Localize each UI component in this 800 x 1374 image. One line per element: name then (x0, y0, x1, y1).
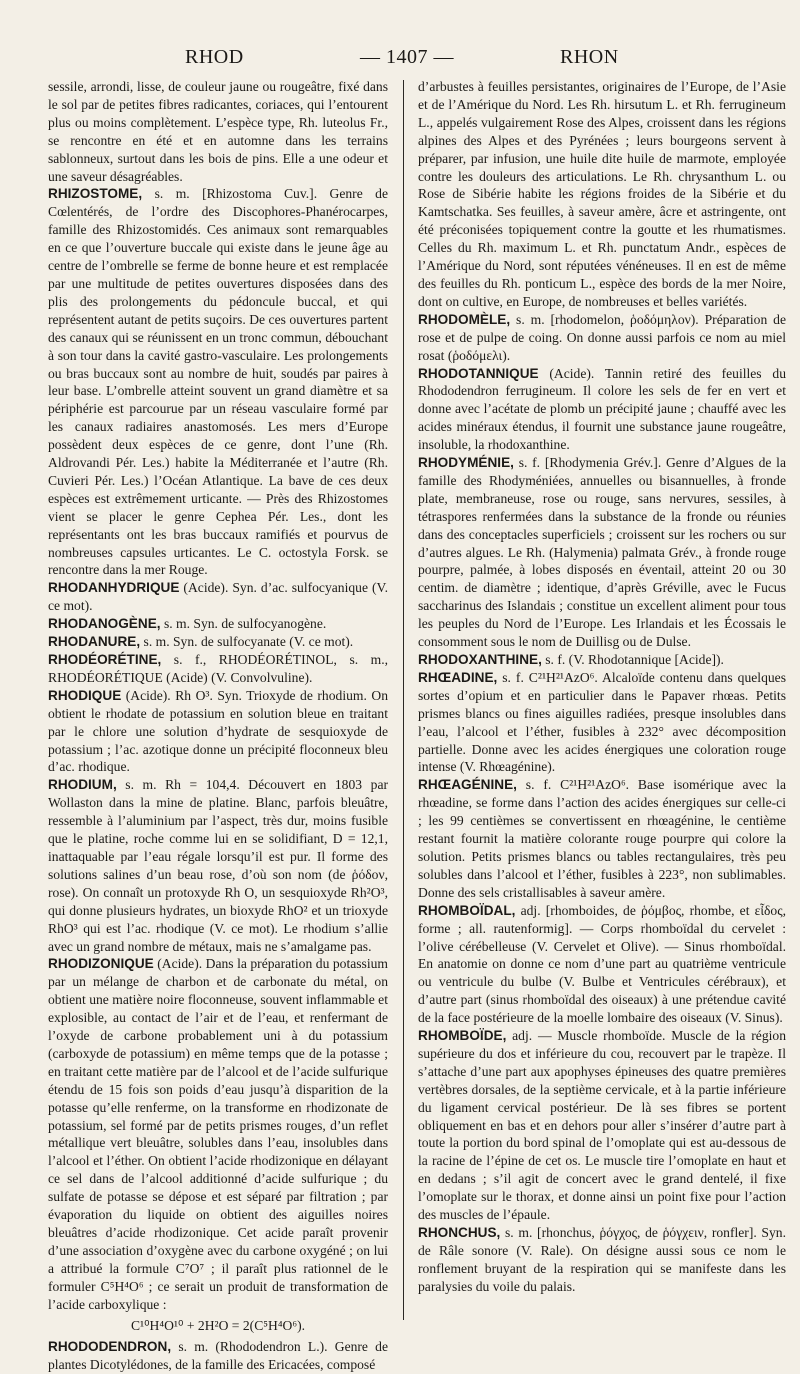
entry-headword: RHŒADINE, (418, 669, 498, 685)
page-number: — 1407 — (360, 46, 454, 68)
left-column (48, 78, 388, 1374)
entry-text: s. m. [rhodomelon, ῥοδόμηλον). Préparation de rose et de pulpe de coing. On donne aussi parfois ce nom au miel rosat (ῥοδόμελι). (418, 311, 786, 363)
dictionary-entry (48, 955, 388, 1313)
entry-text: s. m. Syn. de sulfocyanogène. (160, 616, 327, 632)
entry-text: s. m. Syn. de sulfocyanate (V. ce mot). (140, 634, 354, 650)
entry-headword: RHODANOGÈNE, (48, 616, 161, 632)
entry-text: s. m. [Rhizostoma Cuv.]. Genre de Cœlentérés, de l’ordre des Discophores-Phanérocarpes, famille des Rhizostomidés. Ces animaux sont remarquables en ce que l’ouverture buccale qui existe dans le jeune âge au centre de l’ombrelle se ferme de bonne heure et est remplacée par une multitude de petites ouvertures disposées dans des plis des prolongements du pédoncule buccal, et qui représentent autant de petits suçoirs. De ces ouvertures partent des canaux qui se réunissent en un tronc commun, débouchant à son tour dans la cavité gastro-vasculaire. Les prolongements ou bras buccaux sont au nombre de huit, soudés par paires à leur base. L’ombrelle atteint souvent un grand diamètre et sa périphérie est parcourue par un réseau vasculaire formé par les canaux radiaires anastomosés. Les mers d’Europe possèdent deux espèces de ce genre, dont l’une (Rh. Aldrovandi Pér. Les.) habite la Méditerranée et l’autre (Rh. Cuvieri Pér. Les.) l’Océan Atlantique. La bave de ces deux espèces est extrêmement urticante. — Près des Rhizostomes vient se placer le genre Cephea Pér. Les., dont les représentants ont les bras buccaux ramifiés et pourvus de nombreuses capsules urticantes. Le C. octostyla Forsk. se rencontre dans la mer Rouge. (48, 186, 388, 578)
dictionary-entry (48, 185, 388, 579)
entry-headword: RHODIZONIQUE (48, 956, 154, 972)
entry-text: (Acide). Syn. d’ac. sulfocyanique (V. ce mot). (48, 580, 388, 614)
dictionary-entry (418, 651, 786, 669)
entry-headword: RHODODENDRON, (48, 1339, 172, 1355)
dictionary-entry (418, 669, 786, 776)
dictionary-entry (48, 651, 388, 687)
entry-headword: RHODOMÈLE, (418, 311, 511, 327)
entry-headword: RHONCHUS, (418, 1225, 501, 1240)
entry-text: s. m. (Rhododendron L.). Genre de plantes Dicotylédones, de la famille des Ericacées, composé (48, 1339, 388, 1373)
entry-headword: RHODYMÉNIE, (418, 455, 514, 471)
dictionary-entry (48, 615, 388, 633)
column-divider (403, 80, 404, 1320)
entry-text: adj. [rhomboides, de ῥόμβος, rhombe, et εἶδος, forme ; all. rautenformig]. — Corps rhomboïdal du cervelet : l’olive cérébelleuse (V. Cervelet et Olive). — Sinus rhomboïdal. En anatomie on donne ce nom d’une part au quatrième ventricule ou ventricule du bulbe (V. Bulbe et Ventricules cérébraux), et d’autre part (sinus rhomboïdal des oiseaux) à une prétendue cavité de la face postérieure de la moelle lombaire des oiseaux (V. Sinus). (418, 902, 786, 1026)
entry-text: (Acide). Tannin retiré des feuilles du Rhododendron ferrugineum. Il colore les sels de fer en vert et donne avec l’acétate de plomb un précipité jaune ; chauffé avec les acides minéraux étendus, il fournit une substance jaune rougeâtre, insoluble, la rhodoxanthine. (418, 365, 786, 453)
dictionary-entry (418, 365, 786, 455)
dictionary-entry (418, 902, 786, 1027)
entry-text: s. f. [Rhodymenia Grév.]. Genre d’Algues de la famille des Rhodyméniées, annuelles ou bisannuelles, à fronde plate, membraneuse, rose ou rouge, sans nervures, sessiles, à tétraspores renfermées dans la substance de la fronde ou réunies dans des conceptacles superficiels ; croissent sur les rochers ou sur d’autres algues. Le Rh. (Halymenia) palmata Grév., à fronde rouge pourpre, palmée, à lobes disposés en éventail, atteint 20 ou 30 centim. de diamètre ; identique, d’après Gréville, avec le Fucus saccharinus des Islandais ; constitue un excellent aliment pour tous les peuples du Nord de l’Europe. Les Irlandais et les Écossais le consomment sous le nom de Duillisg ou de Dulse. (418, 455, 786, 650)
running-head-right: RHON (560, 46, 619, 68)
entry-headword: RHODOTANNIQUE (418, 365, 539, 381)
dictionary-entry (418, 776, 786, 901)
dictionary-entry (48, 579, 388, 615)
entry-text: d’arbustes à feuilles persistantes, originaires de l’Europe, de l’Asie et de l’Amérique du Nord. Les Rh. hirsutum L. et Rh. ferrugineum L., appelés vulgairement Rose des Alpes, croissent dans les régions alpines des Alpes et des Pyrénées ; leurs bourgeons servent à préparer, par infusion, une huile dite huile de marmote, employée contre les douleurs des articulations. Le Rh. chrysanthum L. ou Rose de Sibérie habite les régions froides de la Sibérie et du Kamtschatka. Ses feuilles, à saveur amère, âcre et astringente, ont été préconisées topiquement contre la goutte et les rhumatismes. Celles du Rh. maximum L. et Rh. punctatum Andr., espèces de l’Amérique du Nord, sont réputées vénéneuses. Il en est de même des feuilles du Rh. ponticum L., espèce des bords de la mer Noire, dont on cultive, en Europe, de nombreuses et belles variétés. (418, 79, 786, 309)
running-head-left: RHOD (185, 46, 244, 68)
entry-text: s. f. C²¹H²¹AzO⁶. Alcaloïde contenu dans quelques sortes d’opium et en particulier dans le Papaver rhœas. Petits prismes blancs ou fines aiguilles radiées, presque insolubles dans l’eau, l’alcool et l’éther, fusibles à 232° avec décomposition partielle. Donne avec les acides énergiques une coloration rouge intense (V. Rhœagénine). (418, 669, 786, 775)
entry-text: (Acide). Dans la préparation du potassium par un mélange de charbon et de carbonate du métal, on obtient une matière noire floconneuse, souvent inflammable et explosible, au contact de l’air et de l’eau, et renfermant de l’oxyde de carbone probablement uni à du potassium (carboxyde de potassium) en même temps que de la potasse ; en traitant cette matière par de l’alcool et de l’acide sulfurique étendu de 15 fois son poids d’eau jusqu’à disparition de la potasse qu’elle renferme, on la transforme en rhodizonate de potassium, sel formé par de petits prismes rouges, d’un reflet métallique vert bleuâtre, solubles dans l’eau, insolubles dans l’alcool et l’éther. On obtient l’acide rhodizonique en délayant ce sel dans de l’alcool additionné d’acide sulfurique ; du sulfate de potasse se dépose et est séparé par filtration ; par évaporation du liquide on obtient des aiguilles noires bleuâtres d’acide rhodizonique. Cet acide paraît provenir d’une association d’oxygène avec du carbone oxygéné ; on lui a attribué la formule C⁷O⁷ ; il paraît plus rationnel de le formuler C⁵H⁴O⁶ ; ce serait un produit de transformation de l’acide carboxylique : (48, 956, 388, 1312)
entry-headword: RHŒAGÉNINE, (418, 777, 517, 793)
entry-headword: RHODIQUE (48, 687, 122, 703)
dictionary-entry (418, 78, 786, 311)
entry-text: s. f. C²¹H²¹AzO⁶. Base isomérique avec la rhœadine, se forme dans l’action des acides énergiques sur celle-ci ; les 99 centièmes se convertissent en rhœagénine, le centième restant fournit la matière colorante rouge pourpre qui colore la solution. Petits prismes blancs ou tables rectangulaires, très peu solubles dans l’alcool et l’éther, fusibles à 223°, non sublimables. Donne des sels cristallisables à saveur amère. (418, 777, 786, 900)
entry-headword: RHODANHYDRIQUE (48, 580, 180, 596)
dictionary-entry (48, 687, 388, 777)
entry-text: (Acide). Rh O³. Syn. Trioxyde de rhodium. On obtient le rhodate de potassium en solution bleue en traitant par le chlore une solution d’hydrate de sesquioxyde de potassium ; l’ac. azotique donne un précipité floconneux bleu d’ac. rhodique. (48, 687, 388, 775)
entry-headword: RHODOXANTHINE, (418, 652, 542, 667)
entry-text: s. f., RHODÉORÉTINOL, s. m., RHODÉORÉTIQUE (Acide) (V. Convolvuline). (48, 652, 388, 685)
entry-headword: RHODIUM, (48, 777, 117, 793)
entry-text: s. m. [rhonchus, ῥόγχος, de ῥόγχειν, ronfler]. Syn. de Râle sonore (V. Rale). On désigne aussi sous ce nom le ronflement bruyant de la respiration qui se manifeste dans les paralysies du voile du palais. (418, 1225, 786, 1294)
dictionary-entry (418, 311, 786, 365)
entry-headword: RHIZOSTOME, (48, 186, 143, 202)
entry-text: adj. — Muscle rhomboïde. Muscle de la région supérieure du dos et inférieure du cou, recouvert par le trapèze. Il s’attache d’une part aux apophyses épineuses des quatre premières vertèbres dorsales, de la septième cervicale, et à la partie inférieure du ligament cervical postérieur. De là ses fibres se portent obliquement en bas et en dehors pour aller s’insérer d’autre part à toute la portion du bord spinal de l’omoplate qui est au-dessous de la racine de l’épine de cet os. Le muscle tire l’omoplate en haut et en dedans ; s’il agit de concert avec le grand dentelé, il fixe l’omoplate sur le thorax, et donne ainsi un point fixe pour l’action des muscles de l’épaule. (418, 1028, 786, 1223)
entry-headword: RHODANURE, (48, 634, 141, 650)
dictionary-entry (48, 1338, 388, 1374)
right-column (418, 78, 786, 1296)
entry-text: s. m. Rh = 104,4. Découvert en 1803 par Wollaston dans la mine de platine. Blanc, parfois bleuâtre, ressemble à l’aluminium par l’aspect, très dur, moins fusible que le platine, roche comme lui en se solidifiant, D = 12,1, inattaquable par l’eau régale lorsqu’il est pur. Il forme des solutions salines d’un beau rose, d’où son nom (de ῥόδον, rose). On connaît un protoxyde Rh O, un sesquioxyde Rh²O³, qui donne plusieurs hydrates, un bioxyde RhO² et un trioxyde RhO³ qui est l’ac. rhodique (V. ce mot). Le rhodium s’allie avec un grand nombre de métaux, mais ne s’amalgame pas. (48, 777, 388, 954)
dictionary-entry (418, 1224, 786, 1296)
page-header (0, 38, 800, 68)
dictionary-entry (418, 1027, 786, 1224)
dictionary-entry (48, 633, 388, 651)
entry-text: sessile, arrondi, lisse, de couleur jaune ou rougeâtre, fixé dans le sol par de petites fibres radicantes, coriaces, qui l’entourent plus ou moins complètement. L’espèce type, Rh. luteolus Fr., se rencontre en été et en automne dans les terrains sablonneux, surtout dans les bois de pins. Elle a une odeur et une saveur désagréables. (48, 79, 388, 184)
dictionary-entry (418, 454, 786, 651)
entry-text: s. f. (V. Rhodotannique [Acide]). (541, 652, 724, 667)
entry-headword: RHOMBOÏDAL, (418, 902, 516, 918)
dictionary-entry (48, 78, 388, 185)
dictionary-entry (48, 776, 388, 955)
entry-headword: RHODÉORÉTINE, (48, 652, 162, 667)
entry-headword: RHOMBOÏDE, (418, 1028, 507, 1044)
formula: C¹⁰H⁴O¹⁰ + 2H²O = 2(C⁵H⁴O⁶). (130, 1317, 306, 1333)
